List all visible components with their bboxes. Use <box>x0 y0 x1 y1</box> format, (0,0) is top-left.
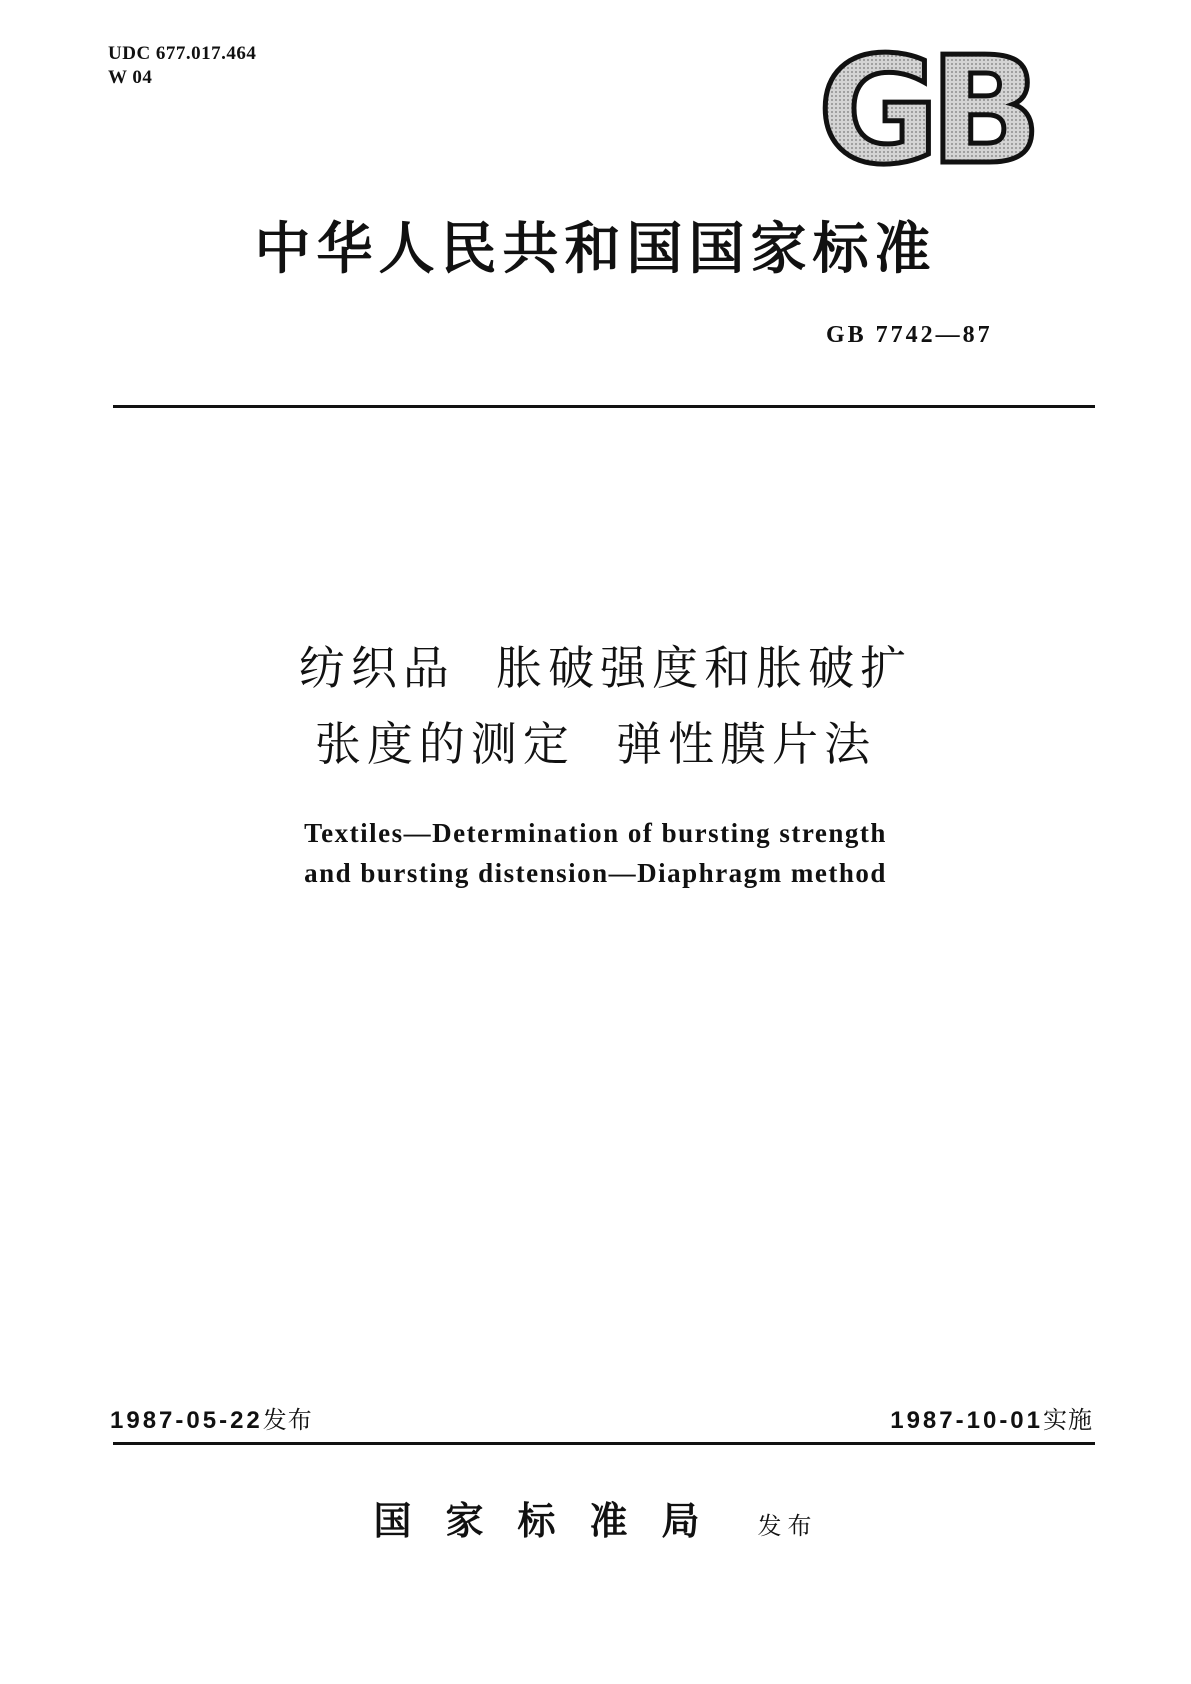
issued-date-block <box>110 1400 313 1435</box>
udc-code: UDC 677.017.464 <box>108 43 257 64</box>
effective-date: 1987-10-01 <box>890 1407 1043 1434</box>
publisher-organization: 国家标准局 <box>373 1498 734 1543</box>
title-zh-line2: 张度的测定 弹性膜片法 <box>314 717 877 771</box>
title-zh-line1: 纺织品 胀破强度和胀破扩 <box>298 641 913 695</box>
effective-label: 实施 <box>1043 1407 1093 1434</box>
publisher-label: 发布 <box>757 1512 818 1540</box>
issued-label: 发布 <box>262 1407 313 1434</box>
standard-number: GB 7742—87 <box>826 322 993 348</box>
issued-date: 1987-05-22 <box>110 1407 263 1434</box>
gb-logo <box>810 46 1040 174</box>
udc-block <box>108 42 256 90</box>
title-en-line1: Textiles—Determination of bursting strength <box>304 818 887 848</box>
standard-title: 中华人民共和国国家标准 <box>254 217 937 282</box>
top-divider <box>113 405 1095 408</box>
publisher-line <box>0 1490 1191 1545</box>
title-en-line2: and bursting distension—Diaphragm method <box>304 858 887 888</box>
bottom-divider <box>113 1442 1095 1445</box>
effective-date-block <box>890 1400 1093 1435</box>
class-code: W 04 <box>108 67 153 88</box>
gb-logo-text: GB <box>817 46 1033 174</box>
